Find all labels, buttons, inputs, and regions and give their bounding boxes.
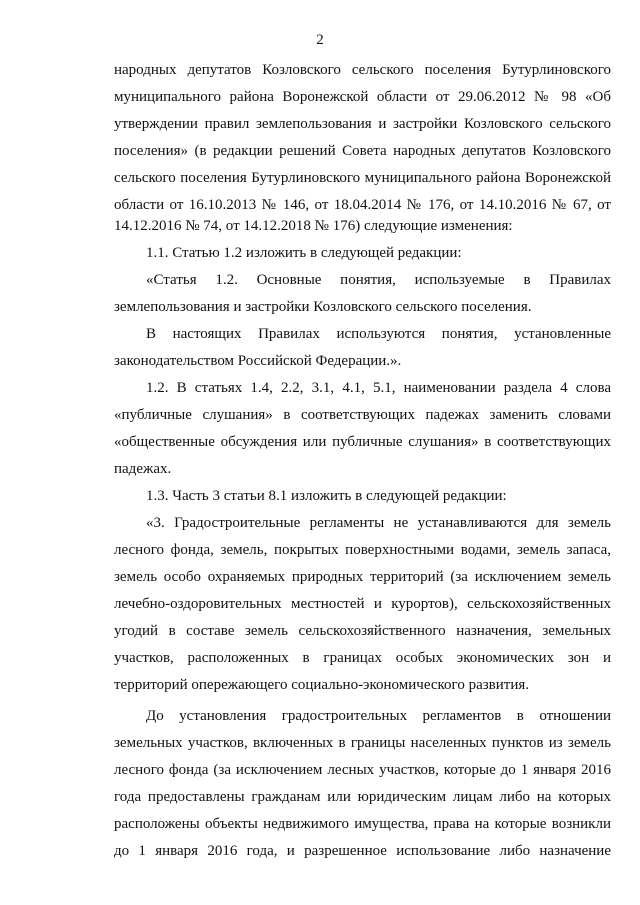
text-line: поселения» (в редакции решений Совета народных депутатов Козловского <box>114 143 611 159</box>
text-line: 1.3. Часть 3 статьи 8.1 изложить в следующей редакции: <box>146 488 507 504</box>
text-line: 1.2. В статьях 1.4, 2.2, 3.1, 4.1, 5.1, наименовании раздела 4 слова <box>146 380 611 396</box>
page-number: 2 <box>316 32 324 48</box>
text-line: лечебно-оздоровительных местностей и курортов), сельскохозяйственных <box>114 596 611 612</box>
text-line: лесного фонда, земель, покрытых поверхностными водами, земель запаса, <box>114 542 611 558</box>
text-line: области от 16.10.2013 № 146, от 18.04.2014 № 176, от 14.10.2016 № 67, от <box>114 197 611 213</box>
text-line: расположены объекты недвижимого имущества, права на которые возникли <box>114 816 611 832</box>
text-line: утверждении правил землепользования и застройки Козловского сельского <box>114 116 611 132</box>
text-line: «3. Градостроительные регламенты не устанавливаются для земель <box>146 515 611 531</box>
text-line: «Статья 1.2. Основные понятия, используемые в Правилах <box>146 272 611 288</box>
text-line: до 1 января 2016 года, и разрешенное использование либо назначение <box>114 843 611 859</box>
text-line: «публичные слушания» в соответствующих падежах заменить словами <box>114 407 611 423</box>
text-line: В настоящих Правилах используются понятия, установленные <box>146 326 611 342</box>
text-line: муниципального района Воронежской области от 29.06.2012 № 98 «Об <box>114 89 611 105</box>
text-line: До установления градостроительных регламентов в отношении <box>146 708 611 724</box>
text-line: сельского поселения Бутурлиновского муниципального района Воронежской <box>114 170 611 186</box>
text-line: падежах. <box>114 461 172 477</box>
text-line: участков, расположенных в границах особых экономических зон и <box>114 650 611 666</box>
text-line: «общественные обсуждения или публичные слушания» в соответствующих <box>114 434 611 450</box>
text-line: законодательством Российской Федерации.». <box>114 353 402 369</box>
text-line: земельных участков, включенных в границы населенных пунктов из земель <box>114 735 611 751</box>
text-line: землепользования и застройки Козловского сельского поселения. <box>114 299 532 315</box>
text-line: территорий опережающего социально-экономического развития. <box>114 677 529 693</box>
text-line: земель особо охраняемых природных территорий (за исключением земель <box>114 569 611 585</box>
text-line: лесного фонда (за исключением лесных участков, которые до 1 января 2016 <box>114 762 611 778</box>
text-line: угодий в составе земель сельскохозяйственного назначения, земельных <box>114 623 611 639</box>
text-line: народных депутатов Козловского сельского поселения Бутурлиновского <box>114 62 611 78</box>
text-line: 1.1. Статью 1.2 изложить в следующей редакции: <box>146 245 462 261</box>
text-line: 14.12.2016 № 74, от 14.12.2018 № 176) следующие изменения: <box>114 218 513 234</box>
text-line: года предоставлены гражданам или юридическим лицам либо на которых <box>114 789 611 805</box>
